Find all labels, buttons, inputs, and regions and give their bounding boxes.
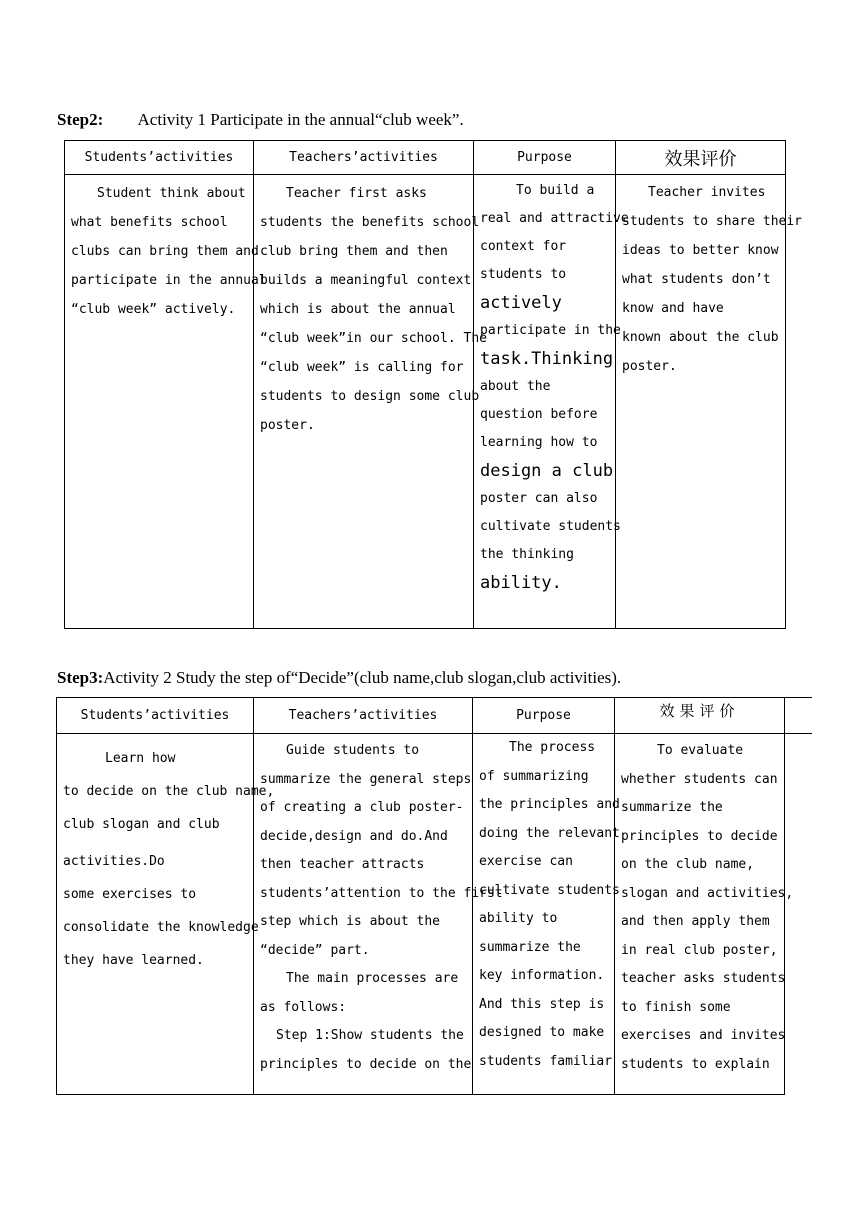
text-line: “club week”in our school. The [260, 331, 487, 346]
text-line: “decide” part. [260, 942, 370, 958]
text-line: then teacher attracts [260, 857, 425, 872]
text-line: students to [480, 267, 567, 282]
text-line: Guide students to [286, 743, 420, 758]
step3-header-row [57, 698, 812, 734]
text-line: about the [480, 379, 551, 394]
text-line: principles to decide [621, 828, 778, 844]
step2-title: Activity 1 Participate in the annual“club week”. [137, 110, 464, 129]
text-line: as follows: [260, 999, 347, 1015]
step2-students-cell [65, 175, 267, 629]
text-line: whether students can [621, 771, 778, 787]
text-line: summarize the general steps [260, 771, 472, 787]
text-line: students’attention to the first [260, 885, 503, 901]
text-line: step which is about the [260, 914, 441, 929]
step2-header-evaluation: 效果评价 [616, 141, 786, 175]
text-line: context for [480, 239, 567, 254]
text-line: poster. [260, 418, 315, 433]
text-line: summarize the [621, 800, 723, 815]
text-line: in real club poster, [621, 942, 778, 958]
text-line: which is about the annual [260, 302, 456, 317]
text-line: The main processes are [286, 971, 459, 986]
text-line: design a club [480, 461, 614, 481]
text-line: and then apply them [621, 914, 770, 929]
step3-content-row [57, 734, 812, 1095]
step3-title: Activity 2 Study the step of“Decide”(club name,club slogan,club activities). [103, 668, 622, 687]
text-line: actively [480, 293, 562, 313]
text-line: question before [480, 407, 598, 422]
step2-header-purpose: Purpose [474, 141, 616, 175]
step2-heading [57, 110, 464, 130]
text-line: Teacher first asks [286, 186, 427, 201]
text-line: key information. [479, 968, 605, 983]
text-line: the thinking [480, 547, 574, 562]
text-line: teacher asks students [621, 971, 786, 986]
text-line: slogan and activities, [621, 885, 794, 901]
step2-header-students: Students’activities [65, 141, 254, 175]
text-line: ideas to better know [622, 243, 779, 258]
text-line: task.Thinking [480, 349, 614, 369]
step3-header-evaluation: 效果评价 [615, 698, 785, 734]
text-line: some exercises to [63, 887, 197, 902]
text-line: “club week” is calling for [260, 360, 464, 375]
text-line: students to explain [621, 1056, 770, 1072]
text-line: Step 1:Show students the [276, 1028, 464, 1043]
step3-heading [57, 668, 621, 688]
text-line: Teacher invites [648, 185, 766, 200]
step2-table [64, 140, 803, 629]
step3-header-teachers: Teachers’activities [254, 698, 473, 734]
text-line: doing the relevant [479, 825, 620, 841]
text-line: what students don’t [622, 272, 771, 287]
text-line: learning how to [480, 435, 598, 450]
step3-header-students: Students’activities [57, 698, 254, 734]
step3-teachers-cell [254, 734, 503, 1095]
text-line: To evaluate [657, 743, 744, 758]
text-line: students to share their [622, 214, 803, 229]
step3-students-cell [57, 734, 275, 1095]
text-line: Learn how [105, 751, 176, 766]
text-line: know and have [622, 301, 724, 316]
text-line: To build a [516, 183, 595, 198]
step2-label: Step2: [57, 110, 104, 129]
text-line: exercises and invites [621, 1028, 786, 1043]
text-line: participate in the [480, 323, 621, 338]
step3-extra-column-body [785, 734, 812, 1095]
text-line: of summarizing [479, 768, 589, 784]
step2-header-teachers: Teachers’activities [254, 141, 474, 175]
text-line: designed to make [479, 1025, 605, 1040]
text-line: And this step is [479, 996, 605, 1012]
step2-teachers-cell [254, 175, 487, 629]
text-line: principles to decide on the [260, 1056, 472, 1072]
text-line: decide,design and do.And [260, 828, 448, 844]
text-line: clubs can bring them and [71, 244, 259, 259]
step3-extra-column [785, 698, 812, 734]
text-line: of creating a club poster- [260, 800, 464, 815]
text-line: builds a meaningful context [260, 273, 472, 288]
text-line: summarize the [479, 939, 581, 955]
text-line: the principles and [479, 797, 620, 812]
text-line: The process [509, 740, 596, 755]
step2-evaluation-cell [616, 175, 803, 629]
text-line: on the club name, [621, 857, 755, 872]
text-line: students the benefits school [260, 215, 480, 230]
text-line: poster can also [480, 491, 598, 506]
text-line: club slogan and club [63, 817, 220, 832]
text-line: known about the club [622, 330, 779, 345]
text-line: ability to [479, 911, 558, 926]
text-line: what benefits school [71, 215, 228, 230]
text-line: students to design some club [260, 389, 480, 404]
text-line: to decide on the club name, [63, 784, 275, 799]
step2-content-row [65, 175, 786, 629]
step2-header-row [65, 141, 786, 175]
step3-header-purpose: Purpose [473, 698, 615, 734]
text-line: Student think about [97, 186, 246, 201]
text-line: cultivate students [479, 882, 620, 898]
text-line: real and attractive [480, 211, 629, 226]
step3-table [56, 697, 812, 1095]
text-line: “club week” actively. [71, 302, 236, 317]
text-line: cultivate students [480, 519, 621, 534]
text-line: consolidate the knowledge [63, 920, 259, 935]
step3-label: Step3: [57, 668, 104, 687]
text-line: to finish some [621, 999, 731, 1015]
step3-purpose-cell [473, 734, 620, 1095]
text-line: club bring them and then [260, 244, 448, 259]
text-line: participate in the annual [71, 273, 267, 288]
text-line: students familiar [479, 1053, 613, 1069]
step3-evaluation-cell [615, 734, 794, 1095]
text-line: exercise can [479, 854, 573, 869]
text-line: they have learned. [63, 953, 204, 968]
step2-purpose-cell [474, 175, 629, 629]
text-line: ability. [480, 573, 562, 593]
text-line: activities.Do [63, 854, 165, 869]
text-line: poster. [622, 359, 677, 374]
